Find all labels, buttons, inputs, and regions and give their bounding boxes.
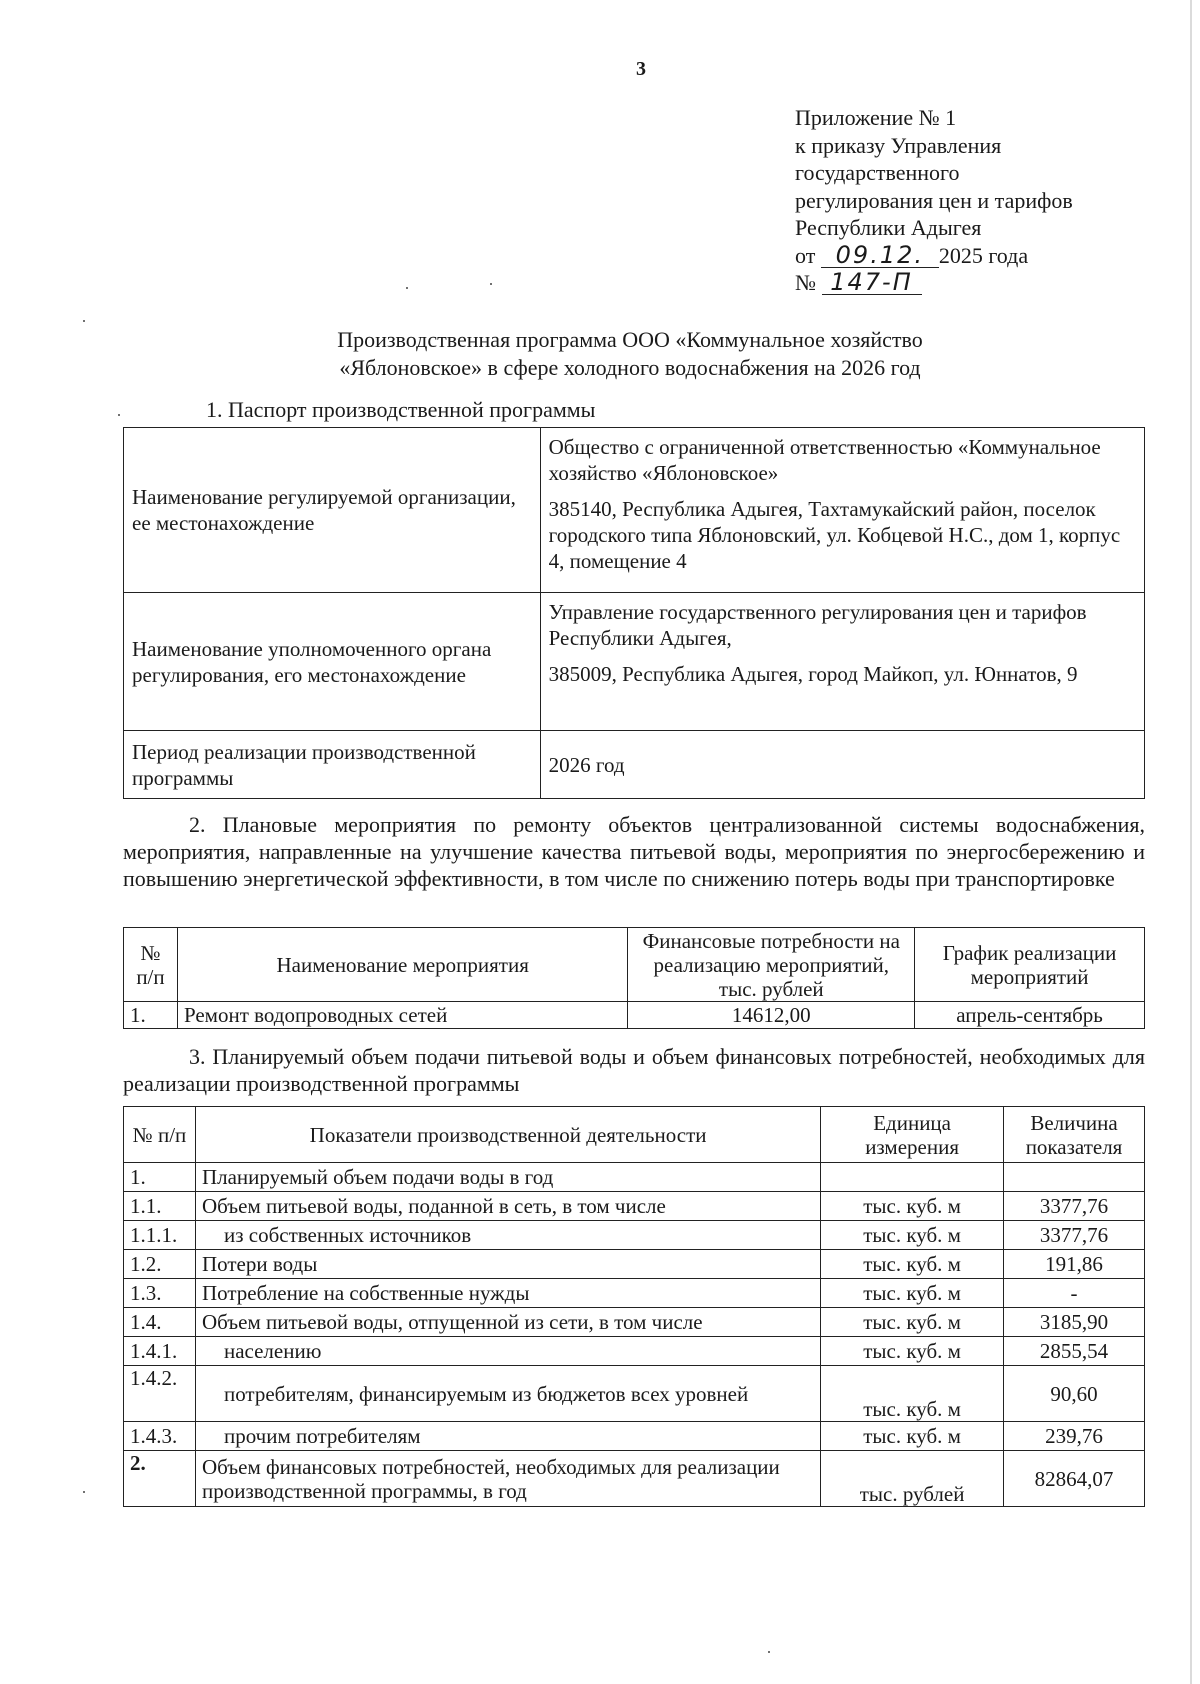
- cell-num: 1.1.1.: [124, 1221, 196, 1250]
- cell-value: 90,60: [1004, 1366, 1145, 1422]
- section3-heading: 3. Планируемый объем подачи питьевой воды и объем финансовых потребностей, необходимых для реализации производственной программы: [123, 1044, 1145, 1096]
- cell-num: 1.: [124, 1163, 196, 1192]
- passport-value: [540, 428, 1144, 593]
- annex-line: регулирования цен и тарифов: [795, 187, 1073, 213]
- date-prefix: от: [795, 242, 816, 268]
- cell-unit: тыс. куб. м: [821, 1366, 1004, 1422]
- annex-line: Приложение № 1: [795, 105, 957, 130]
- table-row: [124, 1002, 1145, 1029]
- cell-name: Планируемый объем подачи воды в год: [195, 1163, 820, 1192]
- table-header-row: [124, 928, 1145, 1002]
- scan-dot: [83, 1491, 85, 1493]
- cell-unit: тыс. куб. м: [821, 1250, 1004, 1279]
- cell-unit: тыс. куб. м: [821, 1279, 1004, 1308]
- page-number: 3: [636, 58, 646, 80]
- header-finance: Финансовые потребности на реализацию мероприятий, тыс. рублей: [628, 928, 915, 1002]
- table-row: [124, 593, 1145, 731]
- handwritten-number: 147-П: [822, 270, 922, 295]
- cell-name: Объем финансовых потребностей, необходимых для реализации производственной программы, в год: [195, 1451, 820, 1507]
- header-schedule: График реализации мероприятий: [915, 928, 1145, 1002]
- cell-num: 1.4.1.: [124, 1337, 196, 1366]
- cell-value: -: [1004, 1279, 1145, 1308]
- header-num: № п/п: [124, 1107, 196, 1163]
- annex-date: [795, 242, 1073, 270]
- cell-value: 2855,54: [1004, 1337, 1145, 1366]
- section1-heading: 1. Паспорт производственной программы: [206, 397, 596, 422]
- table-row: [124, 731, 1145, 799]
- table-row: [124, 428, 1145, 593]
- cell-value: 239,76: [1004, 1422, 1145, 1451]
- cell-name: Потери воды: [195, 1250, 820, 1279]
- title-line: «Яблоновское» в сфере холодного водоснабжения на 2026 год: [339, 355, 921, 380]
- passport-table: [123, 427, 1145, 799]
- cell-num: 1.4.3.: [124, 1422, 196, 1451]
- table-header-row: [124, 1107, 1145, 1163]
- cell-name: Потребление на собственные нужды: [195, 1279, 820, 1308]
- regulator-name: Управление государственного регулирования цен и тарифов Республики Адыгея,: [548, 600, 1087, 650]
- passport-label: Наименование регулируемой организации, ее местонахождение: [124, 428, 541, 593]
- cell-name: потребителям, финансируемым из бюджетов всех уровней: [195, 1366, 820, 1422]
- table-row: [124, 1163, 1145, 1192]
- scan-edge-line: [1190, 0, 1192, 1684]
- cell-num: 1.4.2.: [124, 1366, 196, 1422]
- cell-unit: тыс. куб. м: [821, 1192, 1004, 1221]
- header-num: № п/п: [124, 928, 178, 1002]
- table-row: [124, 1422, 1145, 1451]
- cell-unit: тыс. куб. м: [821, 1308, 1004, 1337]
- cell-finance: 14612,00: [628, 1002, 915, 1029]
- section2-heading: 2. Плановые мероприятия по ремонту объектов централизованной системы водоснабжения, мероприятия, направленные на улучшение качества питьевой воды, мероприятия по энергосбережению и повышению энергетической эффективности, в том числе по снижению потерь воды при транспортировке: [123, 812, 1145, 891]
- handwritten-date: 09.12.: [821, 243, 939, 268]
- table-row: [124, 1279, 1145, 1308]
- cell-name: Объем питьевой воды, отпущенной из сети, в том числе: [195, 1308, 820, 1337]
- cell-unit: [821, 1163, 1004, 1192]
- table-row: [124, 1221, 1145, 1250]
- cell-name: Объем питьевой воды, поданной в сеть, в том числе: [195, 1192, 820, 1221]
- annex-line: государственного: [795, 160, 960, 185]
- cell-num: 1.3.: [124, 1279, 196, 1308]
- cell-num: 1.2.: [124, 1250, 196, 1279]
- annex-number: [795, 269, 1073, 297]
- cell-value: 191,86: [1004, 1250, 1145, 1279]
- cell-unit: тыс. куб. м: [821, 1422, 1004, 1451]
- scan-dot: [768, 1651, 770, 1653]
- cell-name: населению: [195, 1337, 820, 1366]
- org-address: 385140, Республика Адыгея, Тахтамукайский район, поселок городского типа Яблоновский, ул. Кобцевой Н.С., дом 1, корпус 4, помещение 4: [548, 497, 1121, 573]
- cell-value: 3377,76: [1004, 1221, 1145, 1250]
- org-name: Общество с ограниченной ответственностью «Коммунальное хозяйство «Яблоновское»: [548, 435, 1101, 485]
- table-row: [124, 1451, 1145, 1507]
- cell-num: 2.: [124, 1451, 196, 1507]
- cell-unit: тыс. рублей: [821, 1451, 1004, 1507]
- cell-name: из собственных источников: [195, 1221, 820, 1250]
- title-line: Производственная программа ООО «Коммунальное хозяйство: [337, 327, 923, 352]
- cell-value: [1004, 1163, 1145, 1192]
- table-row: [124, 1192, 1145, 1221]
- indicators-table: [123, 1106, 1145, 1507]
- annex-line: к приказу Управления: [795, 132, 1002, 158]
- scan-dot: [118, 414, 120, 416]
- scan-dot: [83, 320, 85, 322]
- cell-unit: тыс. куб. м: [821, 1221, 1004, 1250]
- cell-num: 1.: [124, 1002, 178, 1029]
- scan-dot: [406, 287, 408, 289]
- annex-line: Республики Адыгея: [795, 215, 982, 240]
- passport-value: 2026 год: [540, 731, 1144, 799]
- document-title: [180, 326, 1080, 382]
- table-row: [124, 1337, 1145, 1366]
- annex-block: [795, 104, 1073, 297]
- passport-label: Наименование уполномоченного органа регулирования, его местонахождение: [124, 593, 541, 731]
- header-value: Величина показателя: [1004, 1107, 1145, 1163]
- passport-value: [540, 593, 1144, 731]
- header-unit: Единица измерения: [821, 1107, 1004, 1163]
- table-row: [124, 1308, 1145, 1337]
- passport-label: Период реализации производственной программы: [124, 731, 541, 799]
- date-suffix: 2025 года: [938, 242, 1029, 268]
- scan-dot: [490, 283, 492, 285]
- cell-schedule: апрель-сентябрь: [915, 1002, 1145, 1029]
- header-name: Показатели производственной деятельности: [195, 1107, 820, 1163]
- number-prefix: №: [795, 270, 816, 295]
- measures-table: [123, 927, 1145, 1029]
- cell-num: 1.4.: [124, 1308, 196, 1337]
- cell-value: 3377,76: [1004, 1192, 1145, 1221]
- header-name: Наименование мероприятия: [177, 928, 627, 1002]
- cell-unit: тыс. куб. м: [821, 1337, 1004, 1366]
- regulator-address: 385009, Республика Адыгея, город Майкоп, ул. Юннатов, 9: [548, 662, 1078, 686]
- cell-name: Ремонт водопроводных сетей: [177, 1002, 627, 1029]
- cell-num: 1.1.: [124, 1192, 196, 1221]
- table-row: [124, 1366, 1145, 1422]
- cell-name: прочим потребителям: [195, 1422, 820, 1451]
- cell-value: 3185,90: [1004, 1308, 1145, 1337]
- cell-value: 82864,07: [1004, 1451, 1145, 1507]
- table-row: [124, 1250, 1145, 1279]
